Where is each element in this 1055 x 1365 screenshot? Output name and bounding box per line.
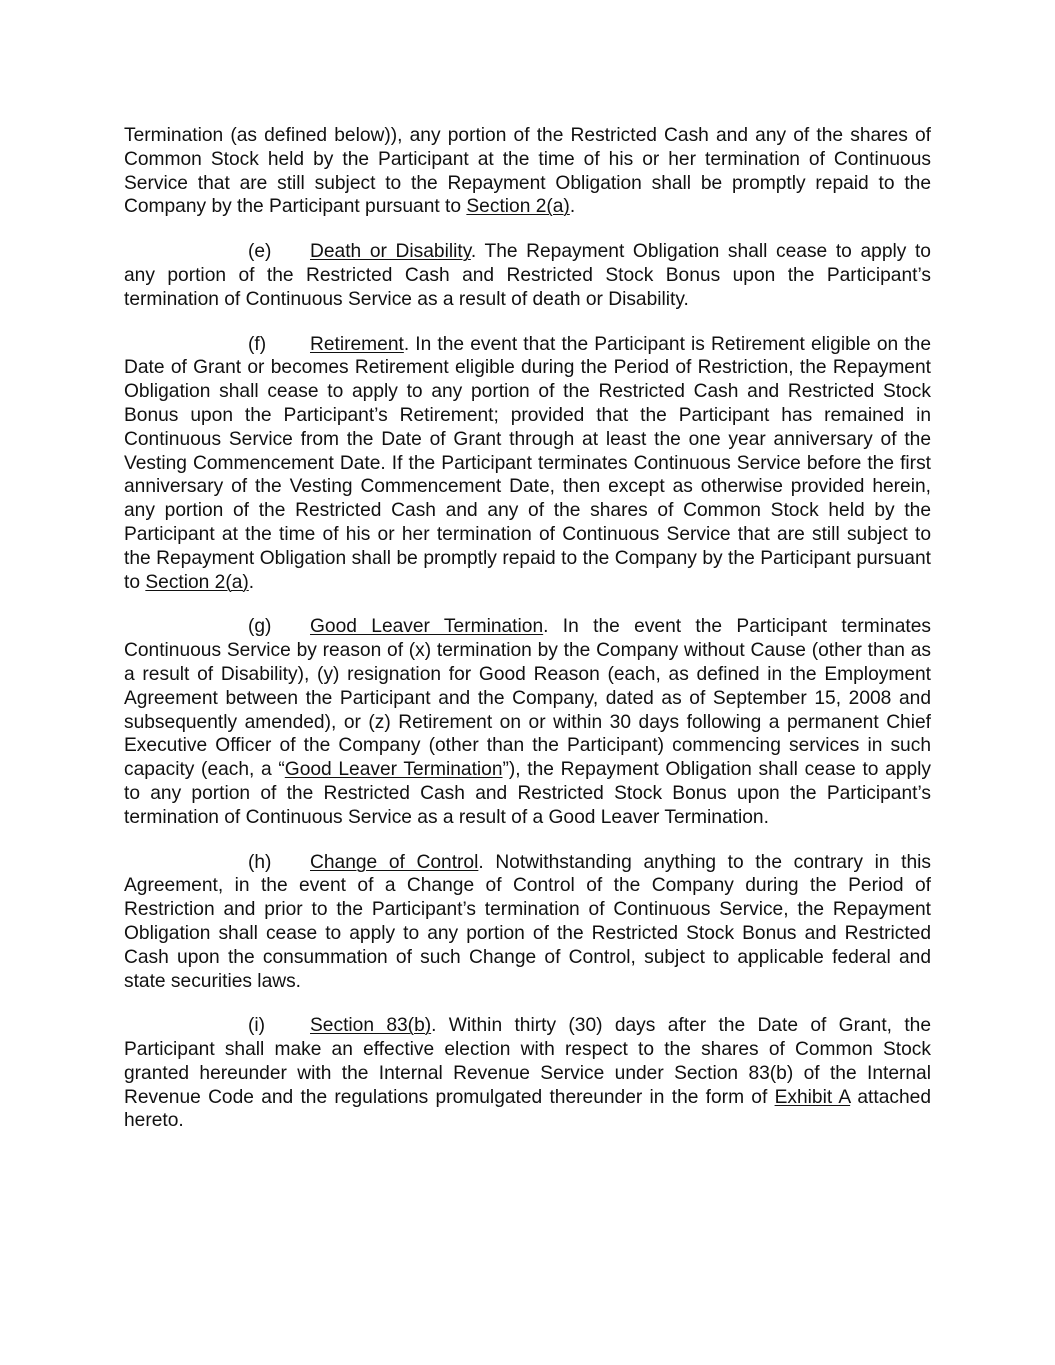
section-i-label: (i) — [248, 1015, 266, 1037]
section-i-text: . Within thirty (30) days after the Date of Grant, the Participant shall make an effective election with respect to the shares of Common Stock granted hereunder with the Internal Revenue Service under Section 83(b) of the Internal Revenue Code and the regulations promulgated thereunder in the form of — [124, 1015, 931, 1108]
continuation-paragraph — [124, 124, 931, 219]
exhibit-a-reference: Exhibit A — [774, 1086, 851, 1108]
section-f-label: (f) — [248, 333, 267, 355]
section-e-label: (e) — [248, 241, 272, 263]
section-g-end: ”), the Repayment Obligation shall cease to apply to any portion of the Restricted Cash and Restricted Stock Bonus upon the Participant’s termination of Continuous Service as a result of a Good Leaver Termination. — [124, 759, 931, 828]
section-i-end: attached hereto. — [124, 1086, 931, 1132]
section-i-paragraph — [124, 1014, 931, 1133]
section-2a-reference: Section 2(a) — [466, 196, 570, 218]
section-f-heading: Retirement — [310, 333, 404, 355]
section-f-reference: Section 2(a) — [145, 571, 249, 593]
section-e-text: . The Repayment Obligation shall cease to apply to any portion of the Restricted Cash and Restricted Stock Bonus upon the Participant’s termination of Continuous Service as a result of death or Disability. — [124, 241, 931, 310]
section-i-heading: Section 83(b) — [310, 1015, 432, 1037]
continuation-end: . — [569, 196, 576, 218]
section-f-text: . In the event that the Participant is Retirement eligible on the Date of Grant or becomes Retirement eligible during the Period of Restriction, the Repayment Obligation shall cease to apply to any portion of the Restricted Cash and Restricted Stock Bonus upon the Participant’s Retirement; provided that the Participant has remained in Continuous Service from the Date of Grant through at least the one year anniversary of the Vesting Commencement Date. If the Participant terminates Continuous Service before the first anniversary of the Vesting Commencement Date, then except as otherwise provided herein, any portion of the Restricted Cash and any of the shares of Common Stock held by the Participant at the time of his or her termination of Continuous Service that are still subject to the Repayment Obligation shall be promptly repaid to the Company by the Participant pursuant to — [124, 333, 931, 593]
section-g-paragraph — [124, 615, 931, 829]
document-page — [124, 124, 931, 1154]
section-f-paragraph — [124, 333, 931, 595]
section-g-text: . In the event the Participant terminates Continuous Service by reason of (x) termination by the Company without Cause (other than as a result of Disability), (y) resignation for Good Reason (each, as defined in the Employment Agreement between the Participant and the Company, dated as of September 15, 2008 and subsequently amended), or (z) Retirement on or within 30 days following a permanent Chief Executive Officer of the Company (other than the Participant) commencing services in such capacity (each, a “ — [124, 616, 931, 781]
section-e-heading: Death or Disability — [310, 241, 471, 263]
section-g-label: (g) — [248, 616, 272, 638]
section-h-paragraph — [124, 851, 931, 994]
section-g-heading: Good Leaver Termination — [310, 616, 544, 638]
continuation-text: Termination (as defined below)), any portion of the Restricted Cash and any of the shares of Common Stock held by the Participant at the time of his or her termination of Continuous Service that are still subject to the Repayment Obligation shall be promptly repaid to the Company by the Participant pursuant to — [124, 125, 931, 218]
section-h-label: (h) — [248, 851, 272, 873]
section-f-end: . — [248, 571, 255, 593]
section-e-paragraph — [124, 240, 931, 311]
section-h-heading: Change of Control — [310, 851, 479, 873]
section-g-defined-term: Good Leaver Termination — [284, 759, 503, 781]
section-h-text: . Notwithstanding anything to the contrary in this Agreement, in the event of a Change of Control of the Company during the Period of Restriction and prior to the Participant’s termination of Continuous Service, the Repayment Obligation shall cease to apply to any portion of the Restricted Stock Bonus and Restricted Cash upon the consummation of such Change of Control, subject to applicable federal and state securities laws. — [124, 851, 932, 992]
